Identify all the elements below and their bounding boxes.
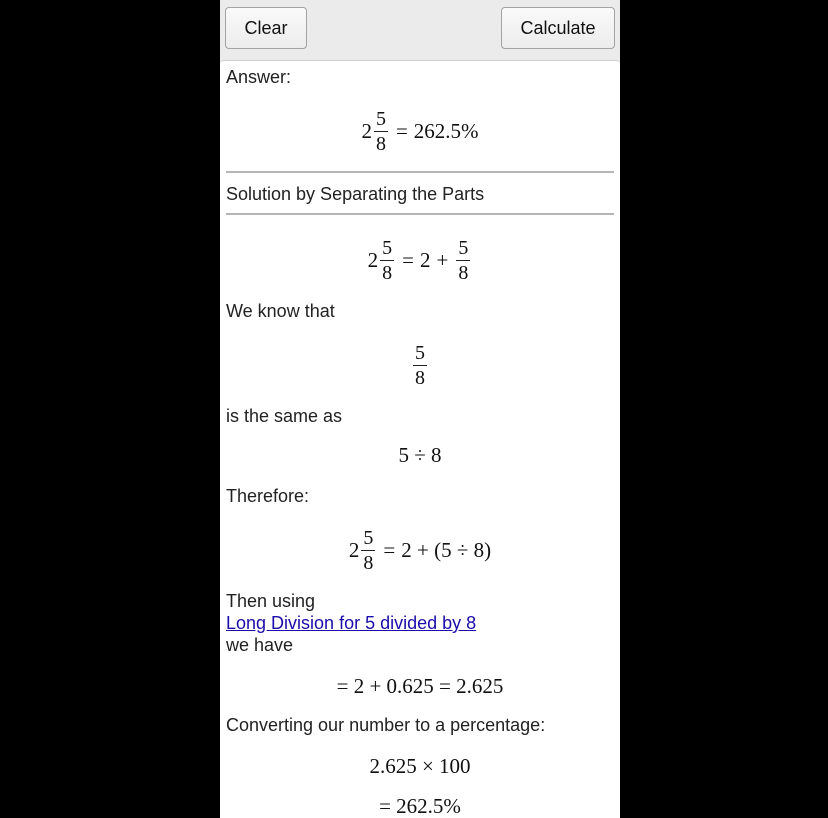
we-have-text: we have (226, 635, 294, 655)
answer-equation (220, 103, 620, 159)
fraction-bar (456, 260, 470, 261)
fraction (456, 237, 470, 284)
separation-equation (220, 232, 620, 288)
numerator: 5 (375, 107, 386, 130)
same-as-text: is the same as (226, 406, 343, 426)
therefore-text: Therefore: (226, 486, 310, 506)
mixed-number (361, 108, 390, 155)
therefore-equation (220, 522, 620, 578)
equals-sign: = (383, 537, 396, 562)
fraction (374, 108, 388, 155)
denominator: 8 (458, 261, 469, 284)
fraction (361, 527, 375, 574)
equation-rhs: 2 + (5 ÷ 8) (401, 537, 492, 562)
denominator: 8 (382, 261, 393, 284)
mixed-number (349, 527, 378, 574)
answer-panel (220, 60, 620, 818)
numerator: 5 (382, 236, 393, 259)
division-expression: 5 ÷ 8 (398, 442, 442, 467)
fraction-bar (374, 131, 388, 132)
fraction-bar (380, 260, 394, 261)
solution-heading: Solution by Separating the Parts (226, 184, 485, 204)
answer-result: 262.5% (413, 118, 479, 143)
denominator: 8 (363, 551, 374, 574)
whole-part: 2 (348, 537, 360, 562)
equals-sign: = (402, 247, 414, 272)
fraction-display (220, 337, 620, 393)
numerator: 5 (363, 526, 374, 549)
numerator: 5 (415, 341, 425, 364)
decimal-equation: = 2 + 0.625 = 2.625 (336, 673, 504, 698)
fraction-bar (413, 365, 427, 366)
fraction-bar (361, 550, 375, 551)
whole-part: 2 (367, 247, 379, 272)
divider (226, 171, 614, 173)
numerator: 5 (458, 236, 469, 259)
multiply-expression: 2.625 × 100 (369, 753, 471, 778)
divider (226, 213, 614, 215)
answer-label: Answer: (226, 67, 292, 87)
fraction (380, 237, 394, 284)
final-result: = 262.5% (379, 793, 461, 818)
plus-sign: + (436, 247, 449, 272)
rhs-whole: 2 (420, 247, 431, 272)
denominator: 8 (375, 132, 386, 155)
denominator: 8 (415, 366, 425, 389)
calculate-button[interactable]: Calculate (501, 7, 615, 49)
clear-button[interactable]: Clear (225, 7, 307, 49)
mixed-number (368, 237, 397, 284)
then-using-text: Then using (226, 591, 316, 611)
long-division-link[interactable]: Long Division for 5 divided by 8 (226, 613, 477, 633)
equals-sign: = (395, 118, 408, 143)
converting-text: Converting our number to a percentage: (226, 715, 546, 735)
we-know-that-text: We know that (226, 301, 335, 321)
whole-part: 2 (361, 118, 372, 143)
calculator-page (220, 0, 620, 818)
fraction (413, 342, 427, 389)
